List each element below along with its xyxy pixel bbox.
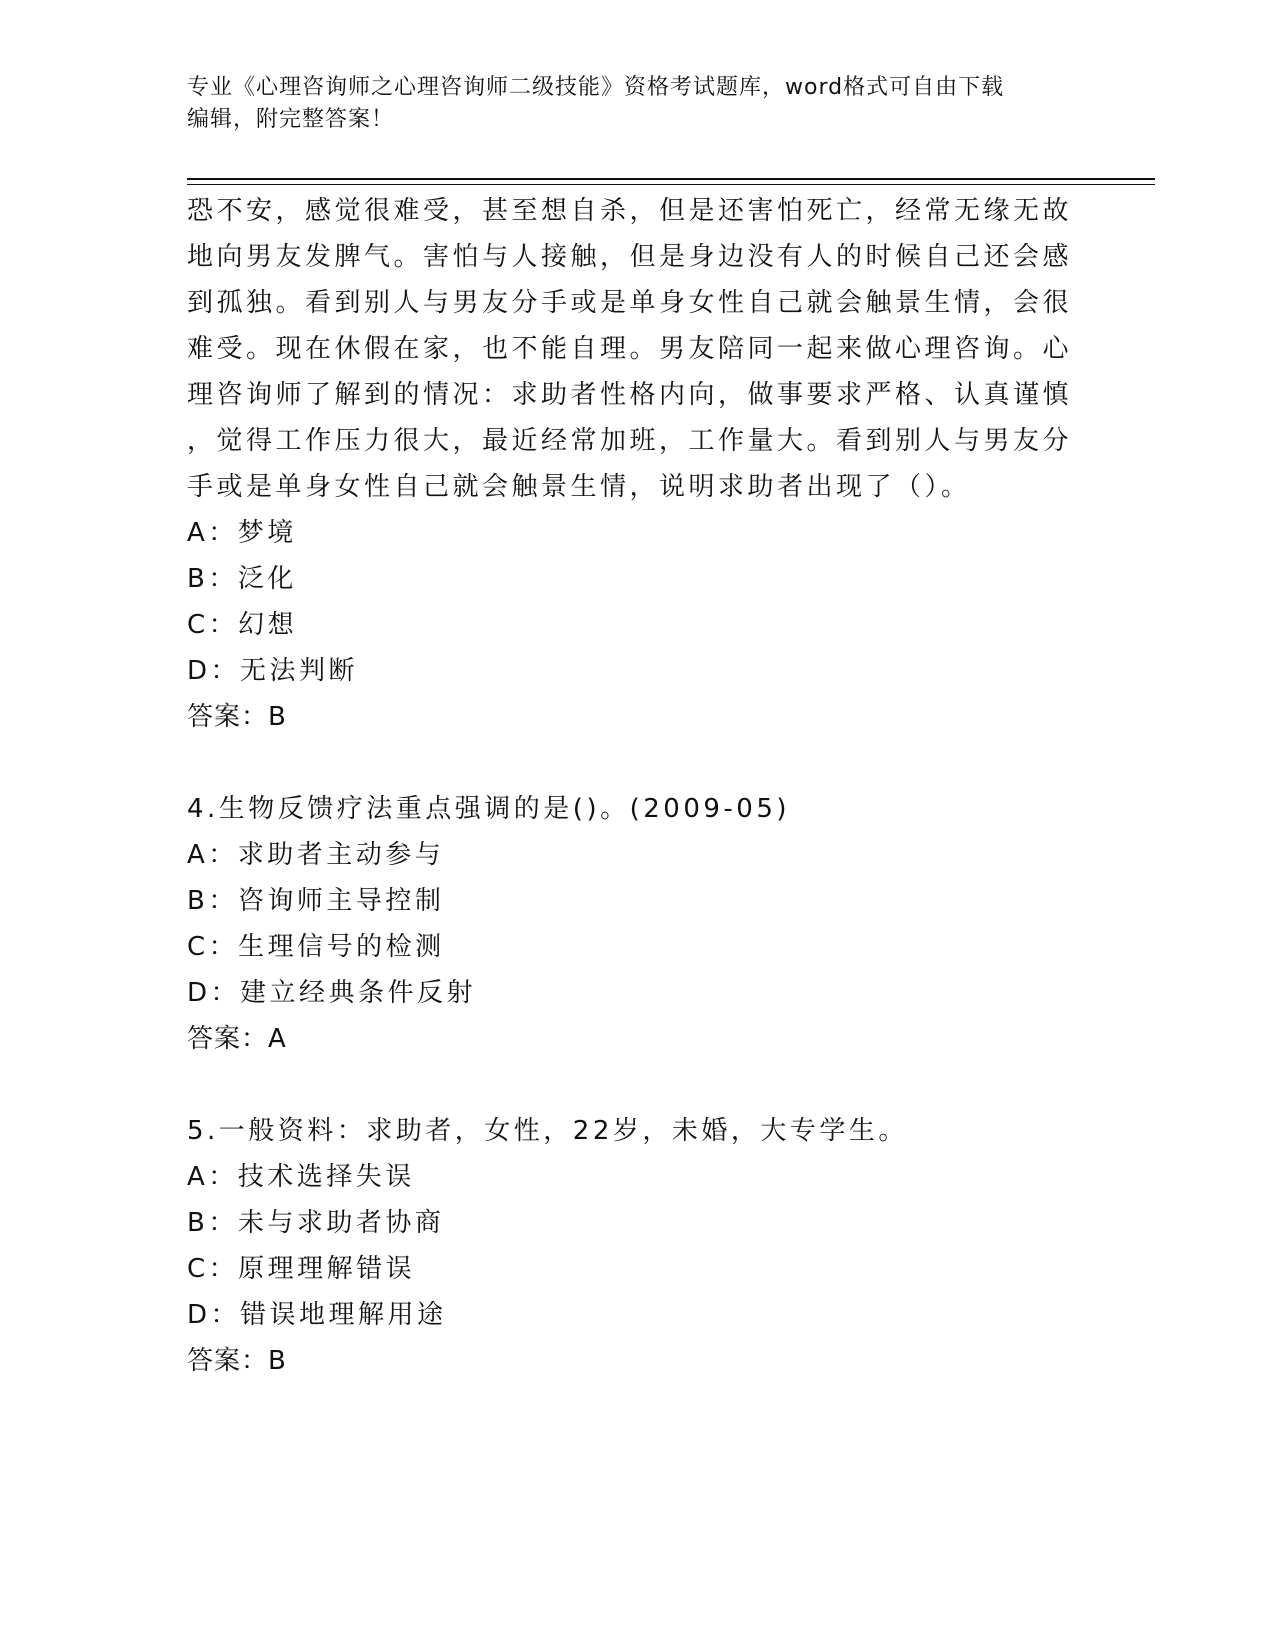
q4-option-c: C：生理信号的检测	[187, 932, 445, 962]
document-header	[187, 72, 1067, 136]
q5-option-d: D：错误地理解用途	[187, 1300, 447, 1330]
q5-option-a: A：技术选择失误	[187, 1162, 415, 1192]
q5-option-c: C：原理理解错误	[187, 1254, 416, 1284]
header-rule-thin	[187, 184, 1155, 185]
q3-stem-line-7: 手或是单身女性自己就会触景生情，说明求助者出现了（）。	[187, 472, 971, 502]
question-content	[187, 188, 1073, 1384]
q5-option-b: B：未与求助者协商	[187, 1208, 445, 1238]
q3-option-b: B：泛化	[187, 564, 297, 594]
q3-option-a: A：梦境	[187, 518, 297, 548]
q3-stem-line-6: ，觉得工作压力很大，最近经常加班，工作量大。看到别人与男友分	[187, 426, 1073, 456]
spacer	[187, 740, 1067, 786]
q5-stem: 5.一般资料：求助者，女性，22岁，未婚，大专学生。	[187, 1116, 908, 1146]
header-line-2: 编辑，附完整答案！	[187, 107, 395, 132]
header-rule-thick	[187, 178, 1155, 180]
question-3	[187, 188, 1073, 740]
q3-stem-line-2: 地向男友发脾气。害怕与人接触，但是身边没有人的时候自己还会感	[187, 242, 1073, 272]
q3-answer: 答案：B	[187, 702, 287, 732]
header-line-1: 专业《心理咨询师之心理咨询师二级技能》资格考试题库，word格式可自由下载	[187, 75, 1005, 100]
q5-answer: 答案：B	[187, 1346, 287, 1376]
q3-stem-line-3: 到孤独。看到别人与男友分手或是单身女性自己就会触景生情，会很	[187, 288, 1073, 318]
q4-option-a: A：求助者主动参与	[187, 840, 445, 870]
question-5	[187, 1108, 1067, 1384]
q3-option-d: D：无法判断	[187, 656, 359, 686]
q4-option-b: B：咨询师主导控制	[187, 886, 445, 916]
q3-stem-line-5: 理咨询师了解到的情况：求助者性格内向，做事要求严格、认真谨慎	[187, 380, 1073, 410]
q4-answer: 答案：A	[187, 1024, 287, 1054]
q4-option-d: D：建立经典条件反射	[187, 978, 477, 1008]
q3-option-c: C：幻想	[187, 610, 298, 640]
q3-stem-line-1: 恐不安，感觉很难受，甚至想自杀，但是还害怕死亡，经常无缘无故	[187, 196, 1073, 226]
spacer	[187, 1062, 1067, 1108]
question-4	[187, 786, 1067, 1062]
q3-stem-line-4: 难受。现在休假在家，也不能自理。男友陪同一起来做心理咨询。心	[187, 334, 1073, 364]
q4-stem: 4.生物反馈疗法重点强调的是()。(2009-05)	[187, 794, 791, 824]
